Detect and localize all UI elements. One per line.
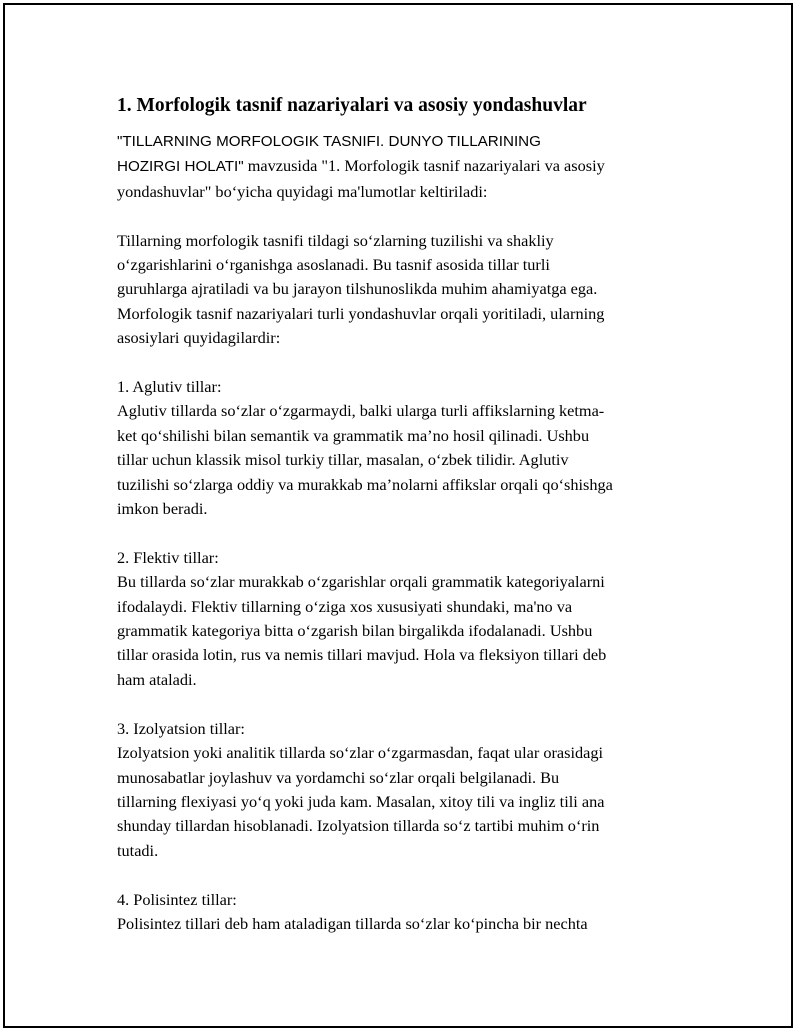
section-line: Bu tillarda so‘zlar murakkab o‘zgarishlar orqali grammatik kategoriyalarni — [117, 572, 605, 592]
overview-line: asosiylari quyidagilardir: — [117, 328, 281, 348]
section-line: tillar uchun klassik misol turkiy tillar, masalan, o‘zbek tilidir. Aglutiv — [117, 450, 569, 470]
intro-line-2b: mavzusida "1. Morfologik tasnif nazariyalari va asosiy — [243, 156, 605, 176]
section-heading: 1. Morfologik tasnif nazariyalari va asosiy yondashuvlar — [117, 95, 587, 116]
section-line: ham ataladi. — [117, 669, 197, 689]
section-line: shunday tillardan hisoblanadi. Izolyatsion tillarda so‘z tartibi muhim o‘rin — [117, 816, 600, 836]
overview-line: guruhlarga ajratiladi va bu jarayon tilshunoslikda muhim ahamiyatga ega. — [117, 279, 598, 299]
section-line: tillarning flexiyasi yo‘q yoki juda kam. Masalan, xitoy tili va ingliz tili ana — [117, 791, 605, 811]
intro-line-3: yondashuvlar" bo‘yicha quyidagi ma'lumotlar keltiriladi: — [117, 181, 488, 201]
section-line: tuzilishi so‘zlarga oddiy va murakkab ma’nolarni affikslar orqali qo‘shishga — [117, 474, 613, 494]
intro-paragraph — [117, 130, 687, 204]
section-title: 4. Polisintez tillar: — [117, 889, 237, 909]
intro-line-2a: HOZIRGI HOLATI" — [117, 158, 244, 176]
section-line: ket qo‘shilishi bilan semantik va grammatik ma’no hosil qilinadi. Ushbu — [117, 425, 590, 445]
section-line: imkon beradi. — [117, 499, 208, 519]
section-title: 2. Flektiv tillar: — [117, 547, 219, 567]
section-line: munosabatlar joylashuv va yordamchi so‘zlar orqali belgilanadi. Bu — [117, 767, 560, 787]
document-body — [117, 93, 687, 936]
section-title: 1. Aglutiv tillar: — [117, 377, 222, 397]
section-title: 3. Izolyatsion tillar: — [117, 718, 245, 738]
section-izolyatsion — [117, 717, 687, 863]
section-line: grammatik kategoriya bitta o‘zgarish bilan birgalikda ifodalanadi. Ushbu — [117, 621, 593, 641]
section-line: tillar orasida lotin, rus va nemis tillari mavjud. Hola va fleksiyon tillari deb — [117, 645, 607, 665]
section-line: tutadi. — [117, 840, 159, 860]
overview-line: Morfologik tasnif nazariyalari turli yondashuvlar orqali yoritiladi, ularning — [117, 303, 605, 323]
overview-paragraph — [117, 229, 687, 351]
section-line: Polisintez tillari deb ham ataladigan tillarda so‘zlar ko‘pincha bir nechta — [117, 913, 588, 933]
section-line: Aglutiv tillarda so‘zlar o‘zgarmaydi, balki ularga turli affikslarning ketma- — [117, 401, 605, 421]
overview-line: Tillarning morfologik tasnifi tildagi so‘zlarning tuzilishi va shakliy — [117, 230, 554, 250]
section-aglutiv — [117, 375, 687, 521]
section-line: ifodalaydi. Flektiv tillarning o‘ziga xos xususiyati shundaki, ma'no va — [117, 596, 573, 616]
overview-line: o‘zgarishlarini o‘rganishga asoslanadi. Bu tasnif asosida tillar turli — [117, 255, 550, 275]
section-polisintez — [117, 888, 687, 937]
section-line: Izolyatsion yoki analitik tillarda so‘zlar o‘zgarmasdan, faqat ular orasidagi — [117, 743, 603, 763]
intro-line-1: "TILLARNING MORFOLOGIK TASNIFI. DUNYO TILLARINING — [117, 133, 541, 150]
section-flektiv — [117, 546, 687, 692]
